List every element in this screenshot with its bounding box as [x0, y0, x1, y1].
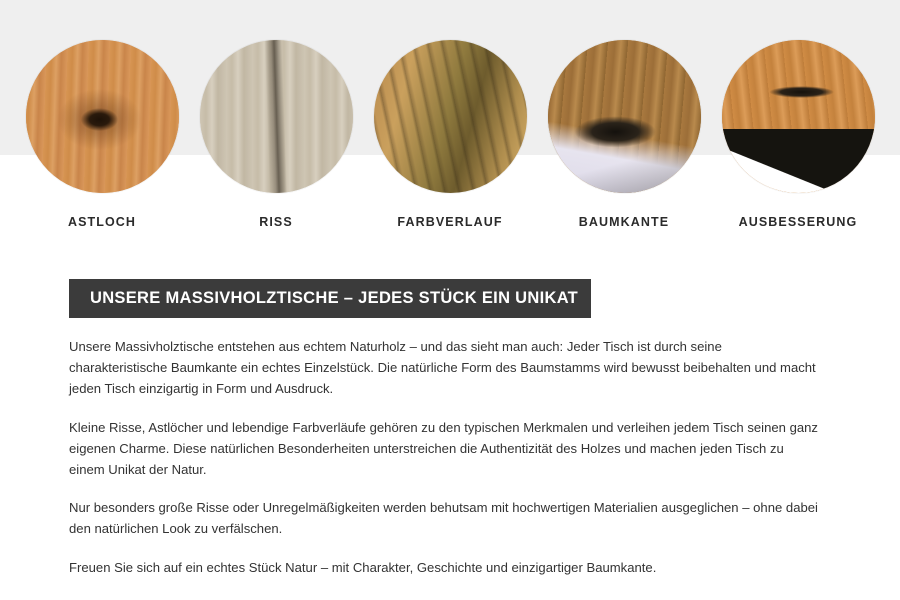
feature-label: RISS — [259, 215, 293, 229]
feature-item — [540, 40, 708, 229]
body-copy — [69, 336, 823, 578]
paragraph: Nur besonders große Risse oder Unregelmäßigkeiten werden behutsam mit hochwertigen Materialien ausgeglichen – ohne dabei den natürlichen Look zu verfälschen. — [69, 500, 818, 537]
feature-label: FARBVERLAUF — [397, 215, 503, 229]
wood-texture — [200, 40, 353, 193]
feature-item — [366, 40, 534, 229]
wood-texture — [26, 40, 179, 193]
feature-label: ASTLOCH — [67, 215, 137, 229]
wood-texture — [722, 40, 875, 193]
feature-label: AUSBESSERUNG — [738, 215, 858, 229]
table-corner-shadow — [722, 129, 875, 193]
live-edge-shadow — [548, 147, 701, 193]
page-title: UNSERE MASSIVHOLZTISCHE – JEDES STÜCK EIN UNIKAT — [90, 289, 579, 307]
feature-item — [18, 40, 186, 229]
wood-knot-circle — [26, 40, 179, 193]
wood-crack-circle — [200, 40, 353, 193]
wood-texture — [374, 40, 527, 193]
feature-item — [192, 40, 360, 229]
wood-repair-circle — [722, 40, 875, 193]
wood-live-edge-circle — [548, 40, 701, 193]
feature-item — [714, 40, 882, 229]
feature-circles-row — [0, 40, 900, 229]
paragraph: Kleine Risse, Astlöcher und lebendige Farbverläufe gehören zu den typischen Merkmalen und verleihen jedem Tisch seinen ganz eigenen Charme. Diese natürlichen Besonderheiten unterstreichen die Authentizität des Holzes und machen jeden Tisch zu einem Unikat der Natur. — [69, 419, 818, 478]
wood-color-gradient-circle — [374, 40, 527, 193]
paragraph: Unsere Massivholztische entstehen aus echtem Naturholz – und das sieht man auch: Jeder Tisch ist durch seine charakteristische Baumkante ein echtes Einzelstück. Die natürliche Form des Baumstamms wird bewusst beibehalten und macht jeden Tisch einzigartig in Form und Ausdruck. — [69, 339, 816, 397]
headline-bar — [69, 279, 591, 318]
wood-texture — [548, 40, 701, 193]
paragraph: Freuen Sie sich auf ein echtes Stück Natur – mit Charakter, Geschichte und einzigartiger Baumkante. — [69, 559, 657, 575]
feature-label: BAUMKANTE — [578, 215, 670, 229]
